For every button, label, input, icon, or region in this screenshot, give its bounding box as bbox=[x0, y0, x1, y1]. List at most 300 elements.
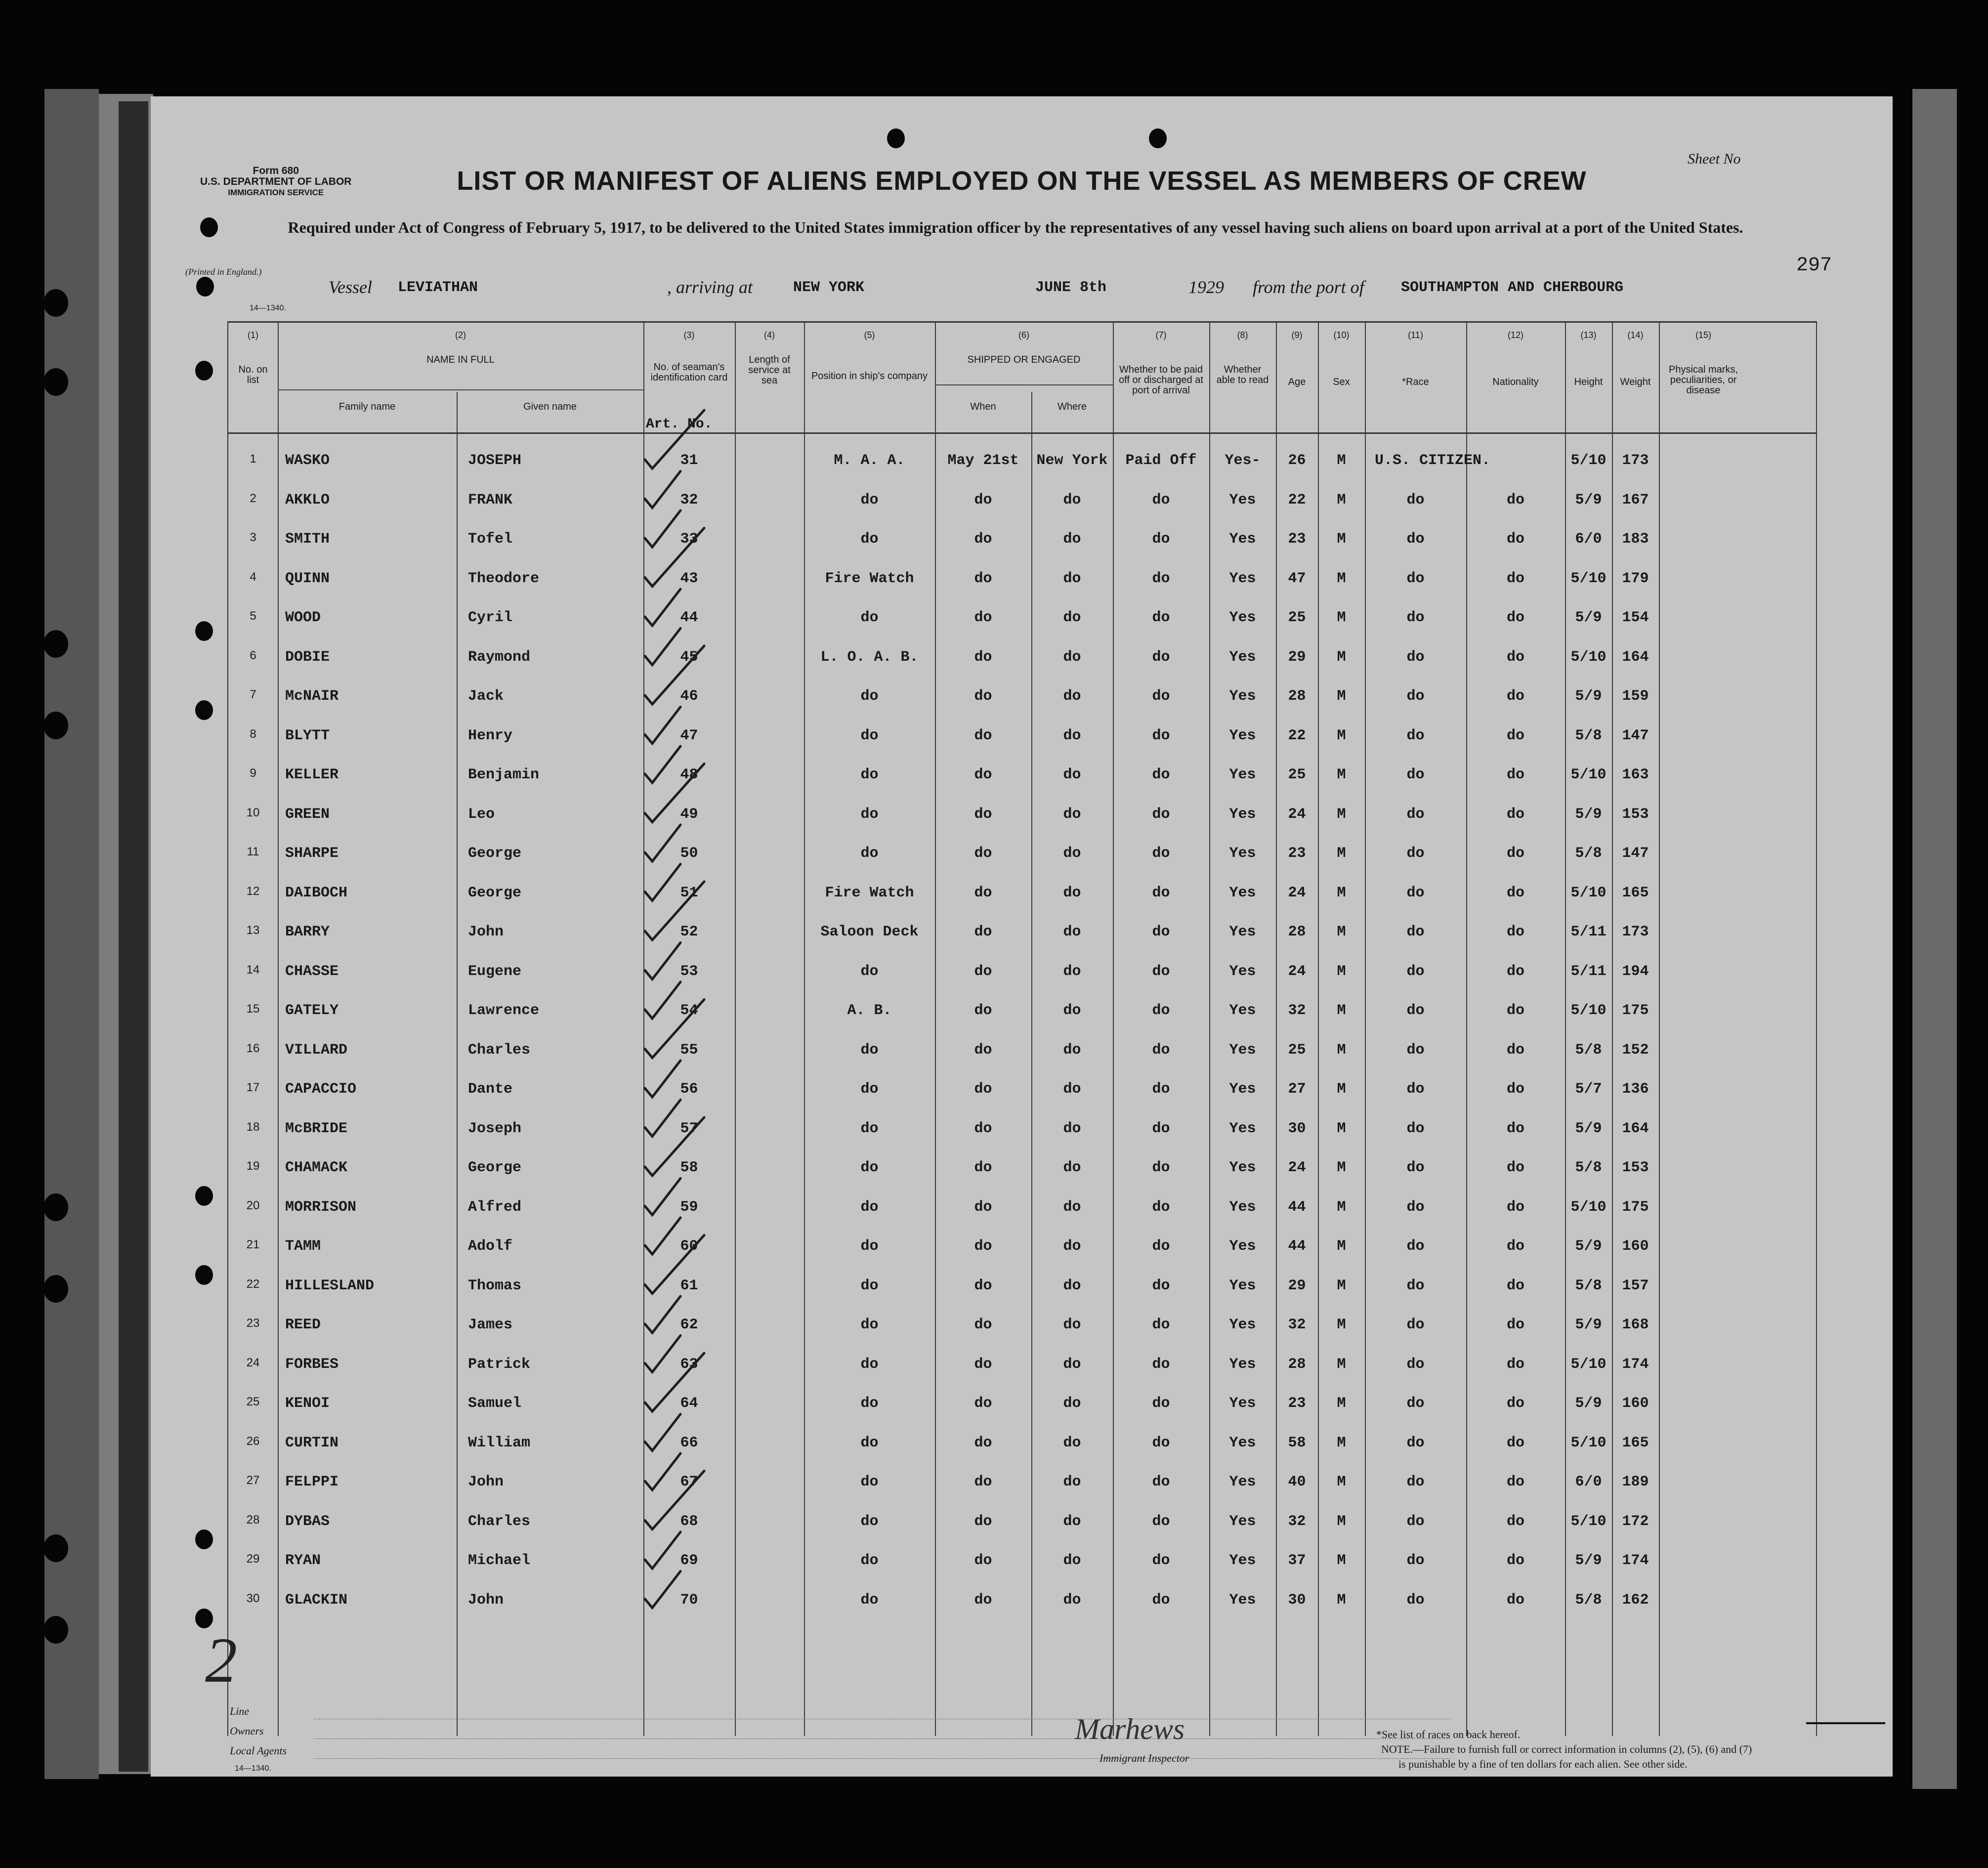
cell-family-name: GLACKIN bbox=[285, 1591, 348, 1609]
cell-paid-off: do bbox=[1152, 609, 1170, 626]
cell-position: do bbox=[860, 688, 879, 705]
cell-weight: 153 bbox=[1622, 1159, 1649, 1176]
cell-family-name: HILLESLAND bbox=[285, 1277, 375, 1294]
cell-able-to-read: Yes bbox=[1229, 1159, 1256, 1176]
cell-position: do bbox=[860, 1081, 879, 1098]
cell-age: 37 bbox=[1288, 1552, 1306, 1569]
cell-shipped-when: do bbox=[974, 648, 992, 666]
col-num: (1) bbox=[248, 330, 258, 340]
cell-nationality: do bbox=[1506, 1081, 1524, 1098]
checkmark bbox=[645, 410, 704, 468]
cell-shipped-where: do bbox=[1063, 1198, 1081, 1216]
cell-given-name: Patrick bbox=[468, 1356, 531, 1373]
cell-able-to-read: Yes bbox=[1229, 648, 1256, 666]
cell-sex: M bbox=[1337, 648, 1346, 666]
cell-race: do bbox=[1406, 609, 1425, 626]
cell-given-name: Samuel bbox=[468, 1395, 522, 1412]
cell-sex: M bbox=[1337, 1513, 1346, 1530]
col-header-no: No. on list bbox=[238, 364, 268, 385]
cell-shipped-when: do bbox=[974, 1238, 992, 1255]
cell-row-number: 7 bbox=[250, 688, 256, 701]
cell-paid-off: do bbox=[1152, 570, 1170, 587]
col-num: (14) bbox=[1627, 330, 1644, 340]
cell-able-to-read: Yes bbox=[1229, 1002, 1256, 1019]
cell-race: do bbox=[1406, 1159, 1425, 1176]
checkmark bbox=[645, 1353, 704, 1411]
cell-family-name: AKKLO bbox=[285, 491, 330, 509]
cell-race: do bbox=[1406, 491, 1425, 509]
cell-able-to-read: Yes bbox=[1229, 1316, 1256, 1333]
punch-hole bbox=[43, 289, 68, 317]
cell-sex: M bbox=[1337, 1277, 1346, 1294]
cell-height: 5/10 bbox=[1570, 1513, 1607, 1530]
cell-age: 23 bbox=[1288, 845, 1306, 862]
cell-nationality: do bbox=[1506, 1277, 1524, 1294]
col-num: (2) bbox=[455, 330, 466, 340]
cell-row-number: 4 bbox=[250, 570, 256, 584]
cell-shipped-when: do bbox=[974, 1395, 992, 1412]
cell-paid-off: do bbox=[1152, 531, 1170, 548]
cell-given-name: George bbox=[468, 884, 522, 901]
cell-family-name: KELLER bbox=[285, 766, 339, 783]
cell-card-number: 45 bbox=[680, 648, 698, 666]
cell-given-name: Tofel bbox=[468, 531, 513, 548]
cell-shipped-where: do bbox=[1063, 1434, 1081, 1451]
cell-given-name: Adolf bbox=[468, 1238, 513, 1255]
cell-weight: 175 bbox=[1622, 1002, 1649, 1019]
punch-hole bbox=[43, 368, 68, 396]
cell-row-number: 6 bbox=[250, 648, 256, 662]
cell-card-number: 55 bbox=[680, 1041, 698, 1059]
cell-position: do bbox=[860, 1041, 879, 1059]
cell-race: do bbox=[1406, 845, 1425, 862]
printed-note: (Printed in England.) bbox=[185, 267, 262, 277]
cell-sex: M bbox=[1337, 1395, 1346, 1412]
cell-shipped-when: do bbox=[974, 1081, 992, 1098]
cell-age: 30 bbox=[1288, 1591, 1306, 1609]
cell-position: do bbox=[860, 609, 879, 626]
cell-shipped-where: do bbox=[1063, 1591, 1081, 1609]
checkmark bbox=[645, 1117, 704, 1176]
cell-position: do bbox=[860, 1474, 879, 1490]
cell-height: 5/9 bbox=[1575, 491, 1602, 509]
cell-given-name: John bbox=[468, 1591, 504, 1609]
cell-position: do bbox=[860, 1238, 879, 1255]
vessel-name: LEVIATHAN bbox=[398, 279, 478, 296]
cell-row-number: 17 bbox=[246, 1081, 260, 1094]
cell-card-number: 32 bbox=[680, 491, 698, 509]
cell-given-name: James bbox=[468, 1316, 513, 1333]
checkmark bbox=[645, 1532, 680, 1569]
cell-race: do bbox=[1406, 1002, 1425, 1019]
cell-shipped-when: do bbox=[974, 609, 992, 626]
cell-row-number: 25 bbox=[246, 1395, 260, 1408]
cell-weight: 179 bbox=[1622, 570, 1649, 587]
cell-paid-off: do bbox=[1152, 1238, 1170, 1255]
col-header-sex: Sex bbox=[1333, 377, 1350, 387]
cell-shipped-when: do bbox=[974, 1591, 992, 1609]
cell-card-number: 57 bbox=[680, 1120, 698, 1137]
cell-position: do bbox=[860, 1552, 879, 1569]
cell-height: 5/7 bbox=[1575, 1081, 1602, 1098]
cell-position: do bbox=[860, 766, 879, 783]
cell-sex: M bbox=[1337, 963, 1346, 980]
cell-age: 25 bbox=[1288, 609, 1306, 626]
col-num: (11) bbox=[1408, 330, 1423, 340]
col-header-when: When bbox=[970, 401, 996, 412]
cell-age: 44 bbox=[1288, 1238, 1306, 1255]
cell-card-number: 54 bbox=[680, 1002, 698, 1019]
owners-label: Owners bbox=[230, 1725, 264, 1737]
cell-shipped-when: do bbox=[974, 1434, 992, 1451]
cell-race: do bbox=[1406, 1591, 1425, 1609]
cell-nationality: do bbox=[1506, 1395, 1524, 1412]
cell-shipped-when: do bbox=[974, 1159, 992, 1176]
cell-race: U.S. CITIZEN. bbox=[1375, 452, 1491, 469]
cell-card-number: 56 bbox=[680, 1081, 698, 1098]
cell-paid-off: do bbox=[1152, 1552, 1170, 1569]
form-number: Form 680 bbox=[253, 165, 299, 176]
cell-family-name: GREEN bbox=[285, 806, 330, 823]
cell-able-to-read: Yes bbox=[1229, 1513, 1256, 1530]
cell-nationality: do bbox=[1506, 1591, 1524, 1609]
departure-port: SOUTHAMPTON AND CHERBOURG bbox=[1401, 279, 1624, 296]
cell-height: 5/8 bbox=[1575, 1041, 1602, 1059]
cell-weight: 164 bbox=[1622, 1120, 1649, 1137]
cell-height: 5/11 bbox=[1570, 924, 1607, 940]
cell-shipped-when: do bbox=[974, 884, 992, 901]
cell-race: do bbox=[1406, 1356, 1425, 1373]
checkmark bbox=[645, 1414, 680, 1451]
cell-race: do bbox=[1406, 1552, 1425, 1569]
cell-age: 23 bbox=[1288, 1395, 1306, 1412]
service: IMMIGRATION SERVICE bbox=[228, 188, 324, 197]
cell-shipped-where: do bbox=[1063, 1238, 1081, 1255]
cell-able-to-read: Yes bbox=[1229, 1474, 1256, 1490]
cell-height: 5/10 bbox=[1570, 1002, 1607, 1019]
cell-nationality: do bbox=[1506, 884, 1524, 901]
page-number: 297 bbox=[1796, 255, 1832, 277]
cell-position: do bbox=[860, 1513, 879, 1530]
checkmark bbox=[645, 1218, 680, 1254]
checkmark bbox=[645, 1061, 680, 1097]
arrival-year: 1929 bbox=[1188, 277, 1224, 297]
cell-nationality: do bbox=[1506, 688, 1524, 705]
cell-height: 5/9 bbox=[1575, 1120, 1602, 1137]
cell-height: 6/0 bbox=[1575, 1474, 1602, 1490]
cell-card-number: 50 bbox=[680, 845, 698, 862]
cell-able-to-read: Yes bbox=[1229, 1041, 1256, 1059]
cell-able-to-read: Yes bbox=[1229, 1591, 1256, 1609]
col-header-marks: Physical marks, peculiarities, or disease bbox=[1668, 364, 1738, 396]
cell-position: do bbox=[860, 1198, 879, 1216]
cell-family-name: DAIBOCH bbox=[285, 884, 348, 901]
cell-sex: M bbox=[1337, 727, 1346, 744]
cell-race: do bbox=[1406, 1120, 1425, 1137]
cell-height: 5/8 bbox=[1575, 727, 1602, 744]
cell-given-name: Jack bbox=[468, 688, 504, 705]
cell-paid-off: do bbox=[1152, 1002, 1170, 1019]
cell-card-number: 59 bbox=[680, 1198, 698, 1216]
cell-position: Saloon Deck bbox=[820, 924, 919, 940]
cell-paid-off: do bbox=[1152, 1277, 1170, 1294]
cell-position: do bbox=[860, 845, 879, 862]
cell-shipped-where: do bbox=[1063, 806, 1081, 823]
punch-hole bbox=[43, 630, 68, 658]
cell-shipped-where: do bbox=[1063, 648, 1081, 666]
cell-sex: M bbox=[1337, 452, 1346, 469]
cell-given-name: Charles bbox=[468, 1041, 531, 1059]
cell-weight: 165 bbox=[1622, 884, 1649, 901]
col-header-height: Height bbox=[1574, 377, 1603, 387]
cell-shipped-when: do bbox=[974, 1002, 992, 1019]
col-num: (7) bbox=[1155, 330, 1167, 340]
cell-row-number: 22 bbox=[246, 1277, 260, 1291]
cell-nationality: do bbox=[1506, 570, 1524, 587]
cell-weight: 165 bbox=[1622, 1434, 1649, 1451]
checkmark bbox=[645, 1336, 680, 1372]
checkmark bbox=[645, 589, 680, 626]
cell-given-name: Eugene bbox=[468, 963, 522, 980]
cell-race: do bbox=[1406, 1434, 1425, 1451]
checkmark bbox=[645, 510, 680, 547]
punch-hole bbox=[43, 1616, 68, 1644]
checkmark bbox=[645, 982, 680, 1019]
cell-paid-off: do bbox=[1152, 1356, 1170, 1373]
cell-race: do bbox=[1406, 884, 1425, 901]
cell-sex: M bbox=[1337, 1238, 1346, 1255]
page-subtitle: Required under Act of Congress of February 5, 1917, to be delivered to the United States immigration officer by the representatives of any vessel having such aliens on board upon arrival at a port of the United States. bbox=[288, 218, 1743, 236]
cell-able-to-read: Yes bbox=[1229, 1198, 1256, 1216]
cell-nationality: do bbox=[1506, 924, 1524, 940]
cell-shipped-when: do bbox=[974, 688, 992, 705]
cell-shipped-when: do bbox=[974, 806, 992, 823]
cell-able-to-read: Yes bbox=[1229, 806, 1256, 823]
col-header-paid: Whether to be paid off or discharged at port of arrival bbox=[1119, 364, 1203, 396]
cell-nationality: do bbox=[1506, 1552, 1524, 1569]
col-header-age: Age bbox=[1288, 377, 1306, 387]
cell-shipped-where: do bbox=[1063, 1081, 1081, 1098]
cell-race: do bbox=[1406, 727, 1425, 744]
cell-shipped-where: do bbox=[1063, 1316, 1081, 1333]
cell-sex: M bbox=[1337, 688, 1346, 705]
cell-given-name: Lawrence bbox=[468, 1002, 540, 1019]
cell-row-number: 11 bbox=[247, 845, 259, 858]
cell-shipped-when: do bbox=[974, 1474, 992, 1490]
cell-height: 5/10 bbox=[1570, 766, 1607, 783]
cell-age: 24 bbox=[1288, 1159, 1306, 1176]
checkmark bbox=[645, 471, 680, 508]
cell-shipped-where: do bbox=[1063, 924, 1081, 940]
ledger-edge-right bbox=[1912, 89, 1957, 1789]
cell-given-name: George bbox=[468, 1159, 522, 1176]
cell-age: 32 bbox=[1288, 1513, 1306, 1530]
cell-row-number: 16 bbox=[246, 1041, 260, 1055]
col-num: (6) bbox=[1018, 330, 1029, 340]
cell-sex: M bbox=[1337, 766, 1346, 783]
cell-nationality: do bbox=[1506, 1356, 1524, 1373]
checkmark bbox=[645, 882, 704, 940]
cell-family-name: McNAIR bbox=[285, 688, 339, 705]
cell-age: 24 bbox=[1288, 884, 1306, 901]
cell-weight: 167 bbox=[1622, 491, 1649, 509]
cell-sex: M bbox=[1337, 1316, 1346, 1333]
cell-shipped-when: do bbox=[974, 1277, 992, 1294]
cell-shipped-when: do bbox=[974, 1356, 992, 1373]
cell-race: do bbox=[1406, 963, 1425, 980]
cell-able-to-read: Yes bbox=[1229, 727, 1256, 744]
cell-paid-off: do bbox=[1152, 648, 1170, 666]
cell-age: 27 bbox=[1288, 1081, 1306, 1098]
cell-race: do bbox=[1406, 806, 1425, 823]
cell-height: 5/10 bbox=[1570, 570, 1607, 587]
cell-card-number: 63 bbox=[680, 1356, 698, 1373]
races-note: *See list of races on back hereof. bbox=[1376, 1728, 1521, 1741]
checkmark bbox=[645, 1100, 680, 1137]
cell-row-number: 1 bbox=[250, 452, 256, 466]
cell-position: do bbox=[860, 1159, 879, 1176]
cell-race: do bbox=[1406, 1513, 1425, 1530]
checkmark bbox=[645, 1179, 680, 1215]
cell-race: do bbox=[1406, 570, 1425, 587]
cell-card-number: 64 bbox=[680, 1395, 698, 1412]
cell-shipped-where: do bbox=[1063, 1552, 1081, 1569]
cell-shipped-when: do bbox=[974, 570, 992, 587]
cell-race: do bbox=[1406, 1198, 1425, 1216]
cell-row-number: 8 bbox=[250, 727, 256, 741]
cell-family-name: CHASSE bbox=[285, 963, 339, 980]
cell-race: do bbox=[1406, 688, 1425, 705]
cell-family-name: McBRIDE bbox=[285, 1120, 348, 1137]
col-num: (15) bbox=[1695, 330, 1711, 340]
cell-shipped-when: do bbox=[974, 1552, 992, 1569]
checkmark bbox=[645, 707, 680, 744]
cell-family-name: TAMM bbox=[285, 1238, 321, 1255]
cell-given-name: Alfred bbox=[468, 1198, 522, 1216]
cell-row-number: 9 bbox=[250, 766, 256, 780]
col-header-name: NAME IN FULL bbox=[426, 354, 495, 365]
cell-position: do bbox=[860, 1591, 879, 1609]
cell-family-name: DYBAS bbox=[285, 1513, 330, 1530]
cell-paid-off: do bbox=[1152, 1513, 1170, 1530]
cell-weight: 152 bbox=[1622, 1041, 1649, 1059]
cell-row-number: 3 bbox=[250, 531, 256, 544]
cell-race: do bbox=[1406, 766, 1425, 783]
cell-paid-off: do bbox=[1152, 963, 1170, 980]
cell-able-to-read: Yes bbox=[1229, 1238, 1256, 1255]
cell-family-name: WASKO bbox=[285, 452, 330, 469]
cell-height: 5/9 bbox=[1575, 1395, 1602, 1412]
cell-age: 29 bbox=[1288, 1277, 1306, 1294]
cell-nationality: do bbox=[1506, 1434, 1524, 1451]
cell-age: 25 bbox=[1288, 766, 1306, 783]
checkmark bbox=[645, 825, 680, 861]
cell-row-number: 27 bbox=[246, 1474, 260, 1487]
cell-row-number: 15 bbox=[246, 1002, 260, 1016]
cell-card-number: 70 bbox=[680, 1591, 698, 1609]
checkmark bbox=[645, 1296, 680, 1333]
cell-shipped-when: do bbox=[974, 1198, 992, 1216]
checkmark bbox=[645, 864, 680, 901]
cell-sex: M bbox=[1337, 1159, 1346, 1176]
cell-card-number: 44 bbox=[680, 609, 698, 626]
cell-able-to-read: Yes bbox=[1229, 1395, 1256, 1412]
cell-able-to-read: Yes bbox=[1229, 491, 1256, 509]
vessel-label: Vessel bbox=[329, 277, 372, 297]
cell-row-number: 13 bbox=[246, 924, 260, 937]
cell-weight: 136 bbox=[1622, 1081, 1649, 1098]
cell-sex: M bbox=[1337, 1002, 1346, 1019]
cell-paid-off: do bbox=[1152, 884, 1170, 901]
cell-position: Fire Watch bbox=[825, 570, 914, 587]
cell-paid-off: do bbox=[1152, 845, 1170, 862]
cell-shipped-where: do bbox=[1063, 1277, 1081, 1294]
cell-position: do bbox=[860, 1395, 879, 1412]
cell-nationality: do bbox=[1506, 963, 1524, 980]
col-header-family: Family name bbox=[338, 401, 396, 412]
cell-family-name: RYAN bbox=[285, 1552, 321, 1569]
cell-age: 47 bbox=[1288, 570, 1306, 587]
cell-card-number: 52 bbox=[680, 924, 698, 940]
cell-position: L. O. A. B. bbox=[820, 648, 919, 666]
checkmark bbox=[645, 764, 704, 822]
cell-height: 5/9 bbox=[1575, 688, 1602, 705]
cell-family-name: SMITH bbox=[285, 531, 330, 548]
cell-family-name: GATELY bbox=[285, 1002, 339, 1019]
punch-hole bbox=[43, 1534, 68, 1562]
cell-position: do bbox=[860, 1356, 879, 1373]
cell-race: do bbox=[1406, 1238, 1425, 1255]
cell-shipped-where: do bbox=[1063, 1474, 1081, 1490]
cell-position: do bbox=[860, 491, 879, 509]
cell-position: do bbox=[860, 727, 879, 744]
cell-weight: 153 bbox=[1622, 806, 1649, 823]
cell-given-name: FRANK bbox=[468, 491, 513, 509]
cell-family-name: FORBES bbox=[285, 1356, 339, 1373]
cell-weight: 162 bbox=[1622, 1591, 1649, 1609]
cell-row-number: 5 bbox=[250, 609, 256, 623]
col-num: (8) bbox=[1237, 330, 1248, 340]
cell-position: do bbox=[860, 531, 879, 548]
cell-position: Fire Watch bbox=[825, 884, 914, 901]
cell-card-number: 61 bbox=[680, 1277, 698, 1294]
col-header-given: Given name bbox=[523, 401, 577, 412]
checkmark bbox=[645, 1471, 704, 1529]
cell-card-number: 58 bbox=[680, 1159, 698, 1176]
cell-age: 25 bbox=[1288, 1041, 1306, 1059]
cell-paid-off: do bbox=[1152, 688, 1170, 705]
cell-paid-off: do bbox=[1152, 1434, 1170, 1451]
cell-position: do bbox=[860, 963, 879, 980]
cell-row-number: 30 bbox=[246, 1591, 260, 1605]
cell-shipped-where: do bbox=[1063, 884, 1081, 901]
cell-sex: M bbox=[1337, 806, 1346, 823]
cell-position: do bbox=[860, 1277, 879, 1294]
cell-weight: 174 bbox=[1622, 1552, 1649, 1569]
cell-position: do bbox=[860, 1316, 879, 1333]
cell-card-number: 66 bbox=[680, 1434, 698, 1451]
col-header-service: Length of service at sea bbox=[748, 354, 791, 386]
cell-card-number: 48 bbox=[680, 766, 698, 783]
cell-given-name: Henry bbox=[468, 727, 513, 744]
cell-shipped-where: do bbox=[1063, 609, 1081, 626]
cell-age: 24 bbox=[1288, 806, 1306, 823]
col-num: (3) bbox=[683, 330, 695, 340]
cell-shipped-where: do bbox=[1063, 688, 1081, 705]
cell-row-number: 12 bbox=[246, 884, 260, 898]
cell-family-name: BARRY bbox=[285, 924, 330, 940]
cell-race: do bbox=[1406, 531, 1425, 548]
